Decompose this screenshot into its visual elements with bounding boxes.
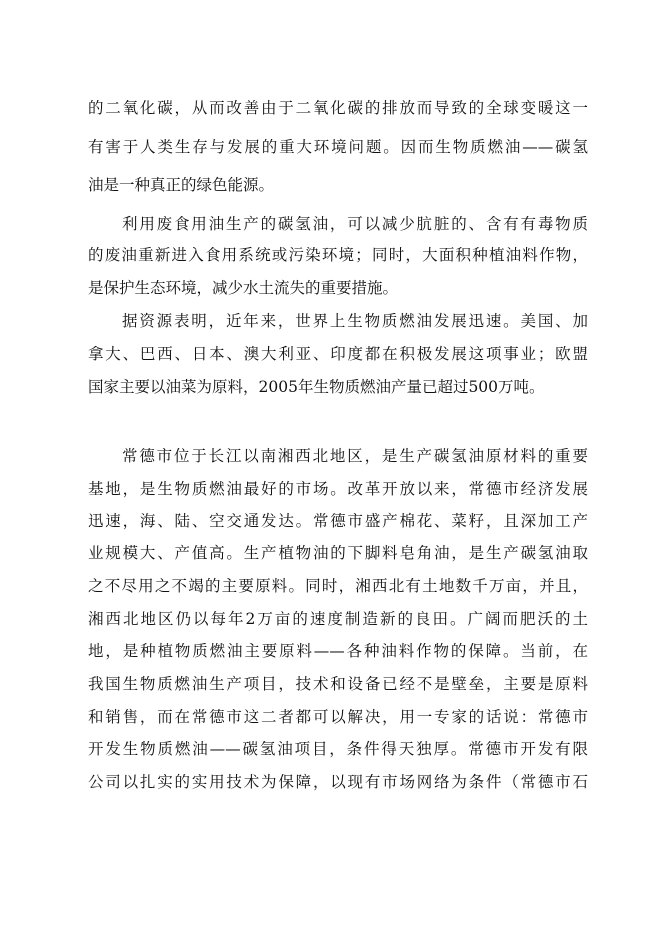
text-line: 油是一种真正的绿色能源。: [88, 176, 275, 194]
text-line: 开发生物质燃油——碳氢油项目，条件得天独厚。常德市开发有限: [88, 740, 588, 758]
text-line: 国家主要以油菜为原料，2005年生物质燃油产量已超过500万吨。: [88, 378, 545, 396]
text-line: 有害于人类生存与发展的重大环境问题。因而生物质燃油——碳氢: [88, 138, 588, 156]
text-line: 是保护生态环境，减少水土流失的重要措施。: [88, 279, 399, 297]
text-line: 拿大、巴西、日本、澳大利亚、印度都在积极发展这项事业；欧盟: [88, 345, 588, 363]
text-line: 公司以扎实的实用技术为保障，以现有市场网络为条件（常德市石: [88, 773, 588, 791]
text-line: 迅速，海、陆、空交通发达。常德市盛产棉花、菜籽，且深加工产: [88, 512, 588, 530]
text-line: 地，是种植物质燃油主要原料——各种油料作物的保障。当前，在: [88, 642, 588, 660]
text-line: 之不尽用之不竭的主要原料。同时，湘西北有土地数千万亩，并且，: [88, 577, 588, 595]
text-line: 基地，是生物质燃油最好的市场。改革开放以来，常德市经济发展: [88, 480, 588, 498]
text-line: 利用废食用油生产的碳氢油，可以减少肮脏的、含有有毒物质: [122, 215, 588, 233]
text-line: 据资源表明，近年来，世界上生物质燃油发展迅速。美国、加: [122, 312, 588, 330]
text-line: 和销售，而在常德市这二者都可以解决，用一专家的话说：常德市: [88, 708, 588, 726]
text-line: 的废油重新进入食用系统或污染环境；同时，大面积种植油料作物，: [88, 246, 588, 264]
text-line: 湘西北地区仍以每年2万亩的速度制造新的良田。广阔而肥沃的土: [88, 610, 588, 628]
text-line: 的二氧化碳，从而改善由于二氧化碳的排放而导致的全球变暖这一: [88, 99, 588, 117]
text-line: 我国生物质燃油生产项目，技术和设备已经不是壁垒，主要是原料: [88, 675, 588, 693]
text-line: 业规模大、产值高。生产植物油的下脚料皂角油，是生产碳氢油取: [88, 544, 588, 562]
text-line: 常德市位于长江以南湘西北地区，是生产碳氢油原材料的重要: [122, 447, 588, 465]
